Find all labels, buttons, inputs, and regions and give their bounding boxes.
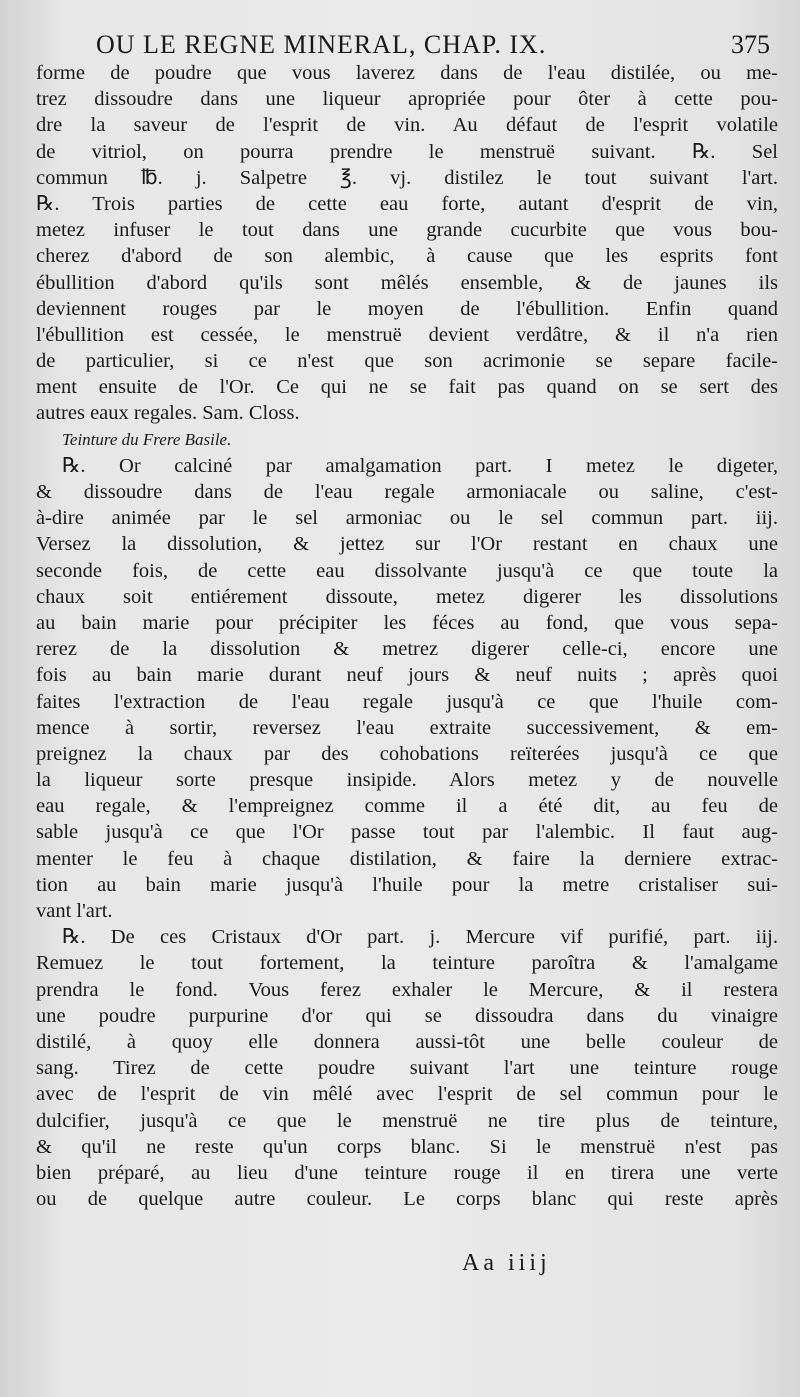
text-line: distilé, à quoy elle donnera aussi-tôt une belle couleur de (36, 1030, 778, 1053)
text-line: fois au bain marie durant neuf jours & neuf nuits ; après quoi (36, 664, 778, 687)
text-line: vant l'art. (36, 900, 113, 922)
text-line: preignez la chaux par des cohobations reïterées jusqu'à ce que (36, 742, 778, 765)
text-line: seconde fois, de cette eau dissolvante jusqu'à ce que toute la (36, 559, 778, 582)
text-line: Remuez le tout fortement, la teinture paroîtra & l'amalgame (36, 952, 778, 975)
text-line: deviennent rouges par le moyen de l'ébullition. Enfin quand (36, 297, 778, 320)
text-line: commun ℔. j. Salpetre ℥. vj. distilez le tout suivant l'art. (36, 166, 778, 189)
text-line: de vitriol, on pourra prendre le menstruë suivant. ℞. Sel (36, 140, 778, 163)
text-line: metez infuser le tout dans une grande cucurbite que vous bou- (36, 219, 778, 242)
text-line: rerez de la dissolution & metrez digerer celle-ci, encore une (36, 638, 778, 661)
text-line: ℞. Trois parties de cette eau forte, autant d'esprit de vin, (36, 192, 778, 215)
text-line: chaux soit entiérement dissoute, metez digerer les dissolutions (36, 585, 778, 608)
text-line: autres eaux regales. Sam. Closs. (36, 402, 300, 425)
text-line: menter le feu à chaque distilation, & faire la derniere extrac- (36, 847, 778, 870)
text-line: prendra le fond. Vous ferez exhaler le Mercure, & il restera (36, 978, 778, 1001)
text-line: trez dissoudre dans une liqueur apropriée pour ôter à cette pou- (36, 88, 778, 111)
text-line: ment ensuite de l'Or. Ce qui ne se fait pas quand on se sert des (36, 376, 778, 399)
running-title: OU LE REGNE MINERAL, CHAP. IX. (96, 30, 547, 59)
text-line: la liqueur sorte presque insipide. Alors metez y de nouvelle (36, 769, 778, 792)
text-line: dulcifier, jusqu'à ce que le menstruë ne tire plus de teinture, (36, 1109, 778, 1132)
text-line: l'ébullition est cessée, le menstruë devient verdâtre, & il n'a rien (36, 323, 778, 346)
signature-mark: Aa iiij (462, 1250, 551, 1276)
text-line: dre la saveur de l'esprit de vin. Au défaut de l'esprit volatile (36, 114, 778, 137)
text-line: & qu'il ne reste qu'un corps blanc. Si le menstruë n'est pas (36, 1135, 778, 1158)
text-line: ℞. Or calciné par amalgamation part. I metez le digeter, (62, 454, 778, 477)
text-line: cherez d'abord de son alembic, à cause que les esprits font (36, 245, 778, 268)
running-head (96, 30, 776, 62)
text-line: ou de quelque autre couleur. Le corps blanc qui reste après (36, 1188, 778, 1211)
main-text (36, 60, 778, 1212)
text-line: avec de l'esprit de vin mêlé avec l'esprit de sel commun pour le (36, 1083, 778, 1106)
section-heading: Teinture du Frere Basile. (62, 429, 232, 449)
page-number: 375 (731, 30, 770, 59)
text-line: une poudre purpurine d'or qui se dissoudra dans du vinaigre (36, 1004, 778, 1027)
text-line: sang. Tirez de cette poudre suivant l'art une teinture rouge (36, 1057, 778, 1080)
text-line: Versez la dissolution, & jettez sur l'Or restant en chaux une (36, 533, 778, 556)
text-line: mence à sortir, reversez l'eau extraite successivement, & em- (36, 716, 778, 739)
text-line: ébullition d'abord qu'ils sont mêlés ensemble, & de jaunes ils (36, 271, 778, 294)
text-line: eau regale, & l'empreignez comme il a été dit, au feu de (36, 795, 778, 818)
text-line: à-dire animée par le sel armoniac ou le sel commun part. iij. (36, 507, 778, 530)
text-line: sable jusqu'à ce que l'Or passe tout par l'alembic. Il faut aug- (36, 821, 778, 844)
text-line: faites l'extraction de l'eau regale jusqu'à ce que l'huile com- (36, 690, 778, 713)
text-line: tion au bain marie jusqu'à l'huile pour la metre cristaliser sui- (36, 873, 778, 896)
text-line: au bain marie pour précipiter les féces au fond, que vous sepa- (36, 611, 778, 634)
text-line: de particulier, si ce n'est que son acrimonie se separe facile- (36, 350, 778, 373)
text-line: ℞. De ces Cristaux d'Or part. j. Mercure vif purifié, part. iij. (62, 926, 778, 949)
text-line: bien préparé, au lieu d'une teinture rouge il en tirera une verte (36, 1161, 778, 1184)
text-line: forme de poudre que vous laverez dans de l'eau distilée, ou me- (36, 62, 778, 84)
text-line: & dissoudre dans de l'eau regale armoniacale ou saline, c'est- (36, 481, 778, 503)
